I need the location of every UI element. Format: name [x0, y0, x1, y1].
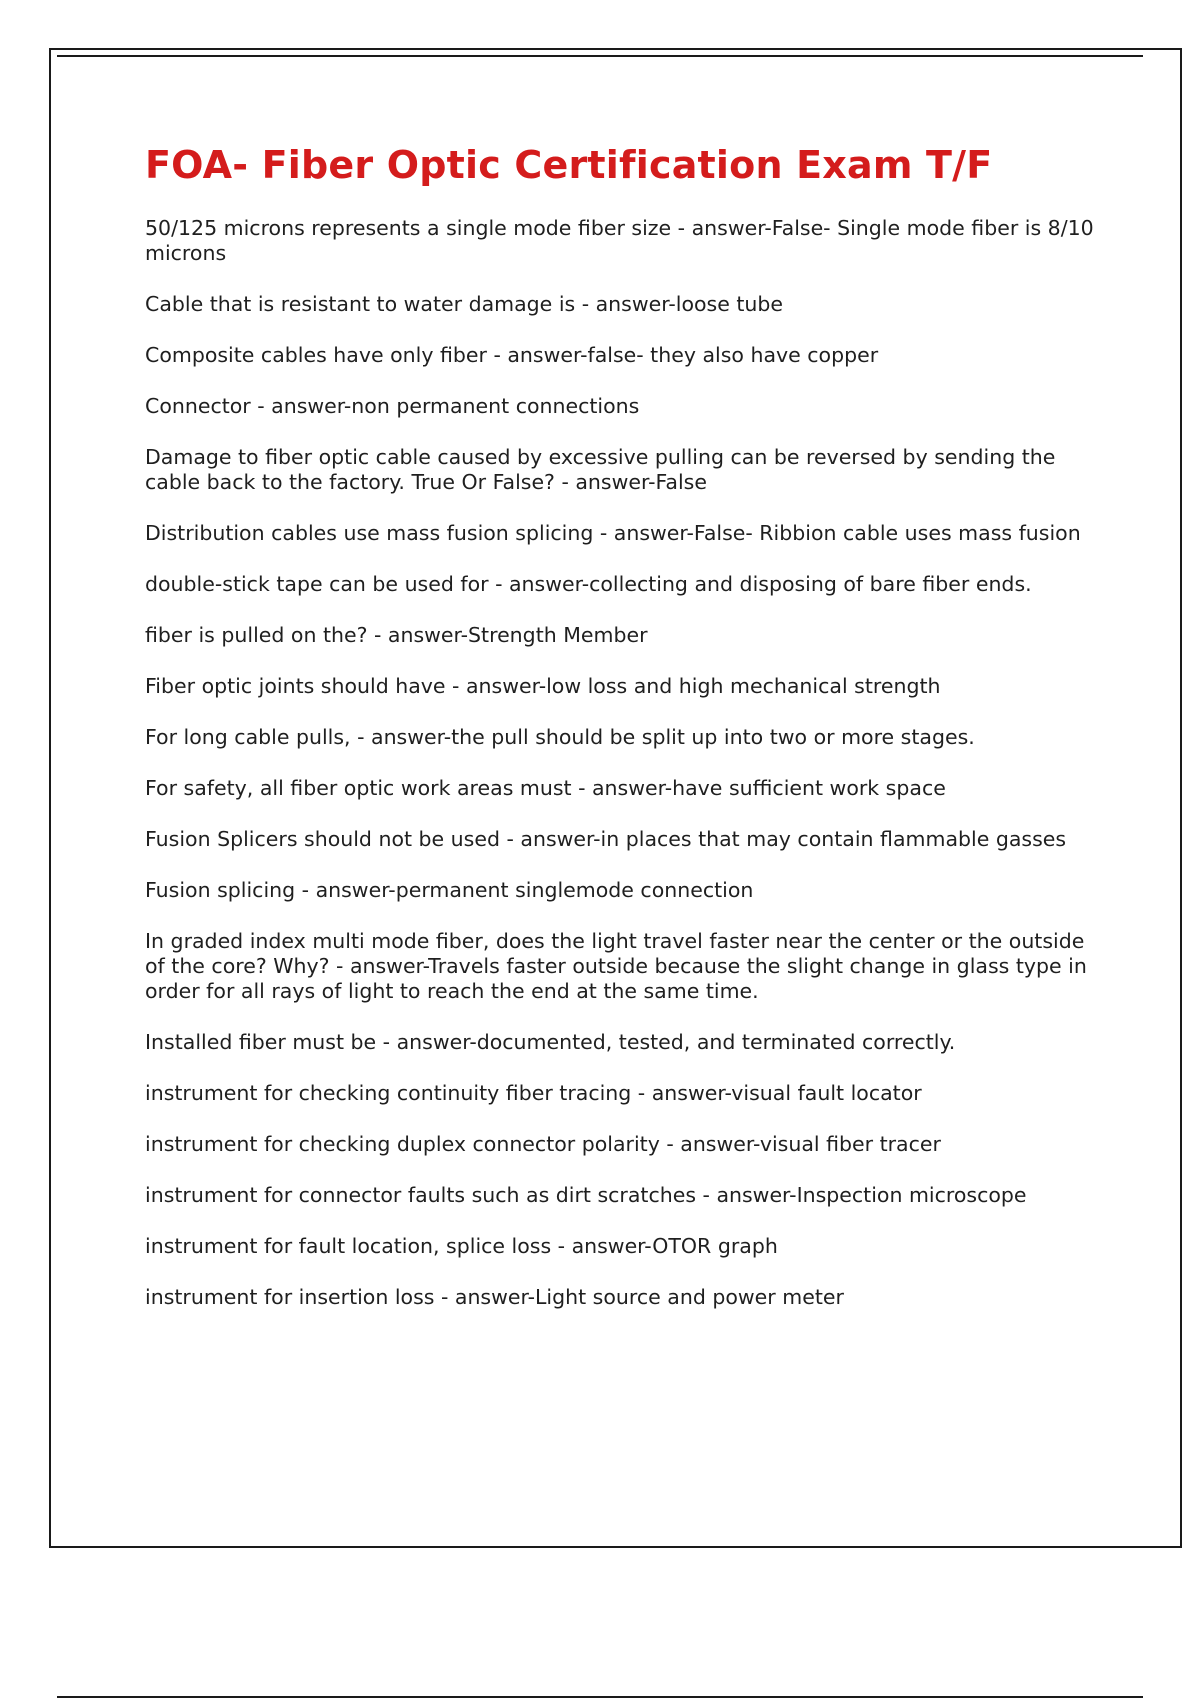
qa-item: In graded index multi mode fiber, does the light travel faster near the center or the outside of the core? Why? - answer-Travels faster outside because the slight change in glass type in order for all rays of light to reach the end at the same time. [145, 929, 1087, 1003]
qa-item: For long cable pulls, - answer-the pull should be split up into two or more stages. [145, 725, 975, 749]
qa-item: instrument for checking duplex connector polarity - answer-visual fiber tracer [145, 1132, 941, 1156]
qa-item: Connector - answer-non permanent connections [145, 394, 640, 418]
qa-item: double-stick tape can be used for - answer-collecting and disposing of bare fiber ends. [145, 572, 1032, 596]
qa-item: Fusion splicing - answer-permanent singlemode connection [145, 878, 754, 902]
qa-item: fiber is pulled on the? - answer-Strength Member [145, 623, 648, 647]
qa-item: Fusion Splicers should not be used - answer-in places that may contain flammable gasses [145, 827, 1067, 851]
top-rule [57, 55, 1143, 57]
qa-item: Damage to fiber optic cable caused by excessive pulling can be reversed by sending the cable back to the factory. True Or False? - answer-False [145, 445, 1056, 494]
document-title: FOA- Fiber Optic Certification Exam T/F [145, 143, 993, 187]
qa-item: instrument for connector faults such as dirt scratches - answer-Inspection microscope [145, 1183, 1027, 1207]
qa-item: For safety, all fiber optic work areas must - answer-have sufficient work space [145, 776, 946, 800]
qa-item: 50/125 microns represents a single mode fiber size - answer-False- Single mode fiber is 8/10 microns [145, 216, 1094, 265]
qa-item: instrument for fault location, splice loss - answer-OTOR graph [145, 1234, 778, 1258]
qa-item: Distribution cables use mass fusion splicing - answer-False- Ribbion cable uses mass fusion [145, 521, 1081, 545]
qa-item: instrument for insertion loss - answer-Light source and power meter [145, 1285, 844, 1309]
bottom-rule [57, 1696, 1143, 1698]
qa-item: Composite cables have only fiber - answer-false- they also have copper [145, 343, 879, 367]
document-body [145, 140, 1100, 1336]
qa-item: instrument for checking continuity fiber tracing - answer-visual fault locator [145, 1081, 922, 1105]
qa-list [145, 216, 1100, 1310]
qa-item: Installed fiber must be - answer-documented, tested, and terminated correctly. [145, 1030, 956, 1054]
qa-item: Cable that is resistant to water damage is - answer-loose tube [145, 292, 783, 316]
qa-item: Fiber optic joints should have - answer-low loss and high mechanical strength [145, 674, 941, 698]
